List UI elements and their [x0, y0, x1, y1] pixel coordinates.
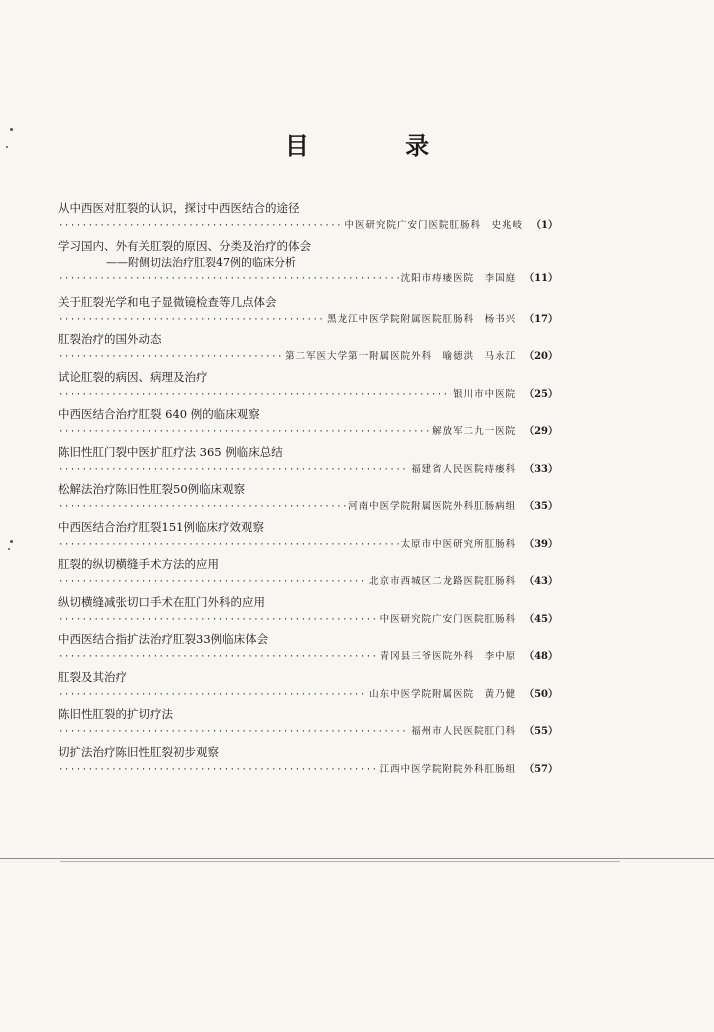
- toc-entry[interactable]: [58, 200, 558, 238]
- entry-title: 陈旧性肛裂的扩切疗法: [58, 707, 173, 721]
- entry-leader: [58, 219, 558, 235]
- scan-speck: [10, 128, 13, 131]
- entry-page: （45）: [524, 613, 558, 625]
- toc-entry[interactable]: [58, 406, 558, 444]
- entry-title: 肛裂治疗的国外动态: [58, 332, 162, 346]
- entry-source: 太原市中医研究所肛肠科: [400, 538, 517, 550]
- table-of-contents: [58, 200, 558, 781]
- dot-leader: [58, 688, 367, 702]
- entry-source: 北京市西城区二龙路医院肛肠科: [369, 576, 517, 587]
- entry-leader: [58, 763, 558, 779]
- entry-title: 松解法治疗陈旧性肛裂50例临床观察: [58, 482, 246, 496]
- entry-title: 从中西医对肛裂的认识，探讨中西医结合的途径: [58, 201, 300, 215]
- entry-source: 中医研究院广安门医院肛肠科 史兆岐: [344, 220, 524, 231]
- entry-leader: [58, 463, 558, 479]
- entry-page: （20）: [524, 351, 558, 362]
- dot-leader: [58, 763, 378, 777]
- entry-source: 福建省人民医院痔瘘科: [411, 463, 517, 475]
- entry-page: （55）: [524, 726, 558, 737]
- toc-entry[interactable]: [58, 744, 558, 782]
- entry-source: 山东中医学院附属医院 黄乃健: [369, 688, 517, 700]
- entry-leader: [58, 350, 558, 366]
- entry-leader: [58, 313, 558, 329]
- horizontal-rule: [0, 858, 714, 859]
- entry-title: 肛裂的纵切横缝手术方法的应用: [58, 557, 219, 571]
- entry-page: （29）: [524, 426, 558, 437]
- entry-leader: [58, 613, 558, 629]
- entry-source: 第二军医大学第一附属医院外科 喻德洪 马永江: [285, 351, 517, 362]
- entry-leader: [58, 425, 558, 441]
- entry-page: （43）: [524, 576, 558, 587]
- entry-page: （39）: [524, 538, 558, 550]
- entry-title: 中西医结合指扩法治疗肛裂33例临床体会: [58, 632, 269, 646]
- entry-page: （17）: [524, 313, 558, 325]
- dot-leader: [58, 388, 451, 402]
- entry-source: 银川市中医院: [453, 388, 517, 400]
- entry-subtitle: ——附侧切法治疗肛裂47例的临床分析: [106, 255, 296, 269]
- dot-leader: [58, 500, 346, 514]
- entry-leader: [58, 272, 558, 288]
- toc-entry[interactable]: [58, 294, 558, 332]
- horizontal-rule-secondary: [60, 861, 620, 862]
- entry-leader: [58, 725, 558, 741]
- dot-leader: [58, 650, 378, 664]
- entry-source: 中医研究院广安门医院肛肠科: [379, 613, 517, 625]
- entry-leader: [58, 388, 558, 404]
- scan-speck: [6, 146, 8, 148]
- entry-source: 解放军二九一医院: [432, 426, 517, 437]
- entry-page: （50）: [524, 688, 558, 700]
- dot-leader: [58, 725, 409, 739]
- scan-speck: [8, 548, 10, 550]
- entry-page: （33）: [524, 463, 558, 475]
- toc-entry[interactable]: [58, 594, 558, 632]
- toc-entry[interactable]: [58, 481, 558, 519]
- dot-leader: [58, 575, 367, 589]
- entry-source: 江西中医学院附院外科肛肠组: [379, 763, 517, 775]
- toc-entry[interactable]: [58, 369, 558, 407]
- entry-source: 沈阳市痔瘘医院 李国庭: [400, 272, 517, 284]
- entry-page: （35）: [524, 501, 558, 512]
- scan-speck: [10, 540, 13, 543]
- entry-title: 肛裂及其治疗: [58, 669, 127, 684]
- entry-title: 中西医结合治疗肛裂 640 例的临床观察: [58, 407, 260, 421]
- entry-title: 切扩法治疗陈旧性肛裂初步观察: [58, 744, 219, 759]
- entry-page: （57）: [524, 763, 558, 775]
- dot-leader: [58, 350, 283, 364]
- toc-entry[interactable]: [58, 331, 558, 369]
- toc-entry[interactable]: [58, 631, 558, 669]
- dot-leader: [58, 538, 399, 552]
- toc-entry[interactable]: [58, 556, 558, 594]
- entry-leader: [58, 650, 558, 666]
- entry-leader: [58, 500, 558, 516]
- toc-entry[interactable]: [58, 669, 558, 707]
- entry-title: 中西医结合治疗肛裂151例临床疗效观察: [58, 519, 264, 534]
- toc-entry[interactable]: [58, 238, 558, 294]
- entry-title: 学习国内、外有关肛裂的原因、分类及治疗的体会: [58, 238, 311, 253]
- entry-source: 福州市人民医院肛门科: [411, 726, 517, 737]
- entry-source: 河南中医学院附属医院外科肛肠病组: [348, 501, 517, 512]
- page-title: 目 录: [284, 132, 474, 160]
- dot-leader: [58, 219, 343, 233]
- entry-leader: [58, 538, 558, 554]
- dot-leader: [58, 463, 409, 477]
- entry-source: 黑龙江中医学院附属医院肛肠科 杨书兴: [327, 313, 517, 325]
- entry-title: 试论肛裂的病因、病理及治疗: [58, 369, 208, 384]
- entry-title: 纵切横缝减张切口手术在肛门外科的应用: [58, 594, 265, 609]
- entry-leader: [58, 575, 558, 591]
- dot-leader: [58, 272, 399, 286]
- dot-leader: [58, 313, 325, 327]
- entry-source: 青冈县三爷医院外科 李中原: [379, 651, 517, 662]
- dot-leader: [58, 425, 430, 439]
- dot-leader: [58, 613, 378, 627]
- toc-entry[interactable]: [58, 519, 558, 557]
- entry-title: 关于肛裂光学和电子显微镜检查等几点体会: [58, 294, 277, 309]
- entry-title: 陈旧性肛门裂中医扩肛疗法 365 例临床总结: [58, 444, 283, 459]
- toc-entry[interactable]: [58, 706, 558, 744]
- entry-page: （1）: [531, 220, 558, 231]
- entry-page: （25）: [524, 388, 558, 400]
- toc-entry[interactable]: [58, 444, 558, 482]
- entry-page: （48）: [524, 651, 558, 662]
- entry-page: （11）: [524, 272, 558, 284]
- entry-leader: [58, 688, 558, 704]
